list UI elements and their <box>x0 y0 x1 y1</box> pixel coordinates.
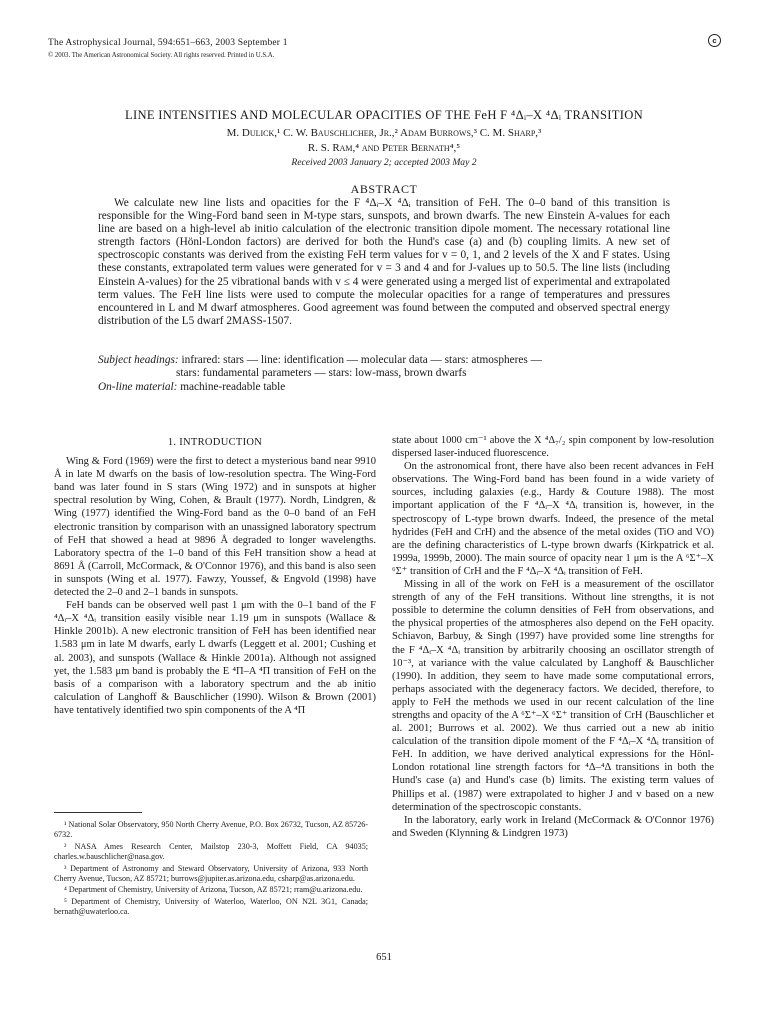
intro-paragraph-2: FeH bands can be observed well past 1 μm with the 0–1 band of the F ⁴Δᵢ–X ⁴Δᵢ transition easily visible near 1.19 μm in sunspots (Wallace & Hinkle 2001b). A new electronic transition of FeH has been identified near 1.583 μm in late M dwarfs, early L dwarfs (Leggett et al. 2001; Cushing et al. 2003), and sunspots (Wallace & Hinkle 2001a). Although not assigned yet, the 1.583 μm band is probably the E ⁴Π–A ⁴Π transition of FeH on the basis of a comparison with a laboratory spectrum and the ab initio calculation of Langhoff & Bauschlicher (1990). Wilson & Brown (2001) have tentatively identified two spin components of the A ⁴Π <box>54 600 376 716</box>
footnote-divider <box>54 812 142 813</box>
copyright-line: © 2003. The American Astronomical Society. All rights reserved. Printed in U.S.A. <box>48 52 275 59</box>
online-material <box>98 381 670 394</box>
subject-headings <box>98 354 670 394</box>
online-text: machine-readable table <box>180 380 286 393</box>
section-heading-introduction: 1. INTRODUCTION <box>167 437 263 448</box>
right-column <box>392 434 714 840</box>
abstract-heading: ABSTRACT <box>350 182 418 196</box>
footnote-3: ³ Department of Astronomy and Steward Observatory, University of Arizona, 933 North Cherry Avenue, Tucson, AZ 85721; burrows@jupiter.as.arizona.edu, csharp@as.arizona.edu. <box>54 863 368 884</box>
subject-text-1: infrared: stars — line: identification — molecular data — stars: atmospheres — <box>181 354 542 366</box>
author-line-2: R. S. Ram,⁴ and Peter Bernath⁴,⁵ <box>307 142 461 154</box>
page-number: 651 <box>376 952 392 963</box>
right-paragraph-2: Missing in all of the work on FeH is a measurement of the oscillator strength of any of the FeH transitions. Without line strengths, it is not possible to determine the column densities of FeH from observations, and the physical properties of the atmospheres also depend on the FeH opacity. Schiavon, Barbuy, & Singh (1997) have provided some line strengths for the F ⁴Δᵢ–X ⁴Δᵢ transition by arbitrarily choosing an oscillator strength of 10⁻³, at variance with the value calculated by Langhoff & Bauschlicher (1990). In addition, they seem to have made some computational errors, perhaps associated with the degeneracy factors. We decided, therefore, to apply to FeH the methods we used in our recent calculation of the line strengths and opacity of the A ⁶Σ⁺–X ⁶Σ⁺ transition of CrH (Bauschlicher et al. 2001; Burrows et al. 2002). We thus carried out a new ab initio calculation of the transition dipole moment of the F ⁴Δᵢ–X ⁴Δᵢ transition of FeH. In addition, we have derived analytical expressions for the Hönl-London rotational line strength factors for ⁴Δ–⁴Δ transitions in both the Hund's case (a) and Hund's case (b) limits. The existing term values of Phillips et al. (1987) were extrapolated to higher J and v based on a new determination of the spectroscopic constants. <box>392 579 714 813</box>
right-paragraph-3: In the laboratory, early work in Ireland (McCormack & O'Connor 1976) and Sweden (Klynning & Lindgren 1973) <box>392 814 714 839</box>
footnote-1: ¹ National Solar Observatory, 950 North Cherry Avenue, P.O. Box 26732, Tucson, AZ 85726-6732. <box>54 820 368 840</box>
subject-line-1 <box>98 354 670 367</box>
received-date: Received 2003 January 2; accepted 2003 May 2 <box>291 157 477 168</box>
right-paragraph-0: state about 1000 cm⁻¹ above the X ⁴Δ₇/₂ spin component by low-resolution dispersed laser-induced fluorescence. <box>392 435 714 460</box>
left-column <box>54 436 376 717</box>
footnote-4: ⁴ Department of Chemistry, University of Arizona, Tucson, AZ 85721; rram@u.arizona.edu. <box>64 885 363 895</box>
right-paragraph-1: On the astronomical front, there have also been recent advances in FeH observations. The Wing-Ford band has been found in a wide variety of sources, including galaxies (e.g., Hardy & Couture 1988). The most important application of the F ⁴Δᵢ–X ⁴Δᵢ transition is, however, in the spectroscopy of L-type brown dwarfs. Indeed, the presence of the metal hydrides (FeH and CrH) and the absence of the metal oxides (TiO and VO) are the defining characteristics of L-type brown dwarfs (Kirkpatrick et al. 1999a, 1999b, 2000). The main source of opacity near 1 μm is the A ⁶Σ⁺–X ⁶Σ⁺ transition of CrH and the F ⁴Δᵢ–X ⁴Δᵢ transition of FeH. <box>392 461 714 577</box>
abstract-text: We calculate new line lists and opacities for the F ⁴Δᵢ–X ⁴Δᵢ transition of FeH. The 0–0 band of this transition is responsible for the Wing-Ford band seen in M-type stars, sunspots, and brown dwarfs. The new Einstein A-values for each line are based on a high-level ab initio calculation of the electronic transition dipole moment. The necessary rotational line strength factors (Hönl-London factors) are derived for both the Hund's case (a) and (b) coupling limits. A new set of spectroscopic constants was derived from the existing FeH term values for v = 0, 1, and 2 levels of the X and F states. Using these constants, extrapolated term values were generated for v = 3 and 4 and for J-values up to 50.5. The line lists (including Einstein A-values) for the 25 vibrational bands with v ≤ 4 were generated using a merged list of experimental and extrapolated term values. The FeH line lists were used to compute the molecular opacities for a range of temperatures and pressures encountered in L and M dwarf atmospheres. Good agreement was found between the computed and observed spectral energy distribution of the L5 dwarf 2MASS-1507. <box>98 197 670 327</box>
copyright-icon: c <box>708 34 721 47</box>
journal-citation: The Astrophysical Journal, 594:651–663, 2003 September 1 <box>48 38 288 48</box>
footnotes <box>54 820 368 919</box>
paper-title: LINE INTENSITIES AND MOLECULAR OPACITIES OF THE FeH F ⁴Δᵢ–X ⁴Δᵢ TRANSITION <box>124 108 644 122</box>
online-label: On-line material: <box>98 380 178 393</box>
abstract-body <box>98 197 670 328</box>
subject-line-2: stars: fundamental parameters — stars: low-mass, brown dwarfs <box>176 367 467 380</box>
subject-label: Subject headings: <box>98 354 179 366</box>
footnote-2: ² NASA Ames Research Center, Mailstop 230-3, Moffett Field, CA 94035; charles.w.bauschlicher@nasa.gov. <box>54 841 368 862</box>
intro-paragraph-1: Wing & Ford (1969) were the first to detect a mysterious band near 9910 Å in late M dwarfs on the basis of low-resolution spectra. The Wing-Ford band was later found in S stars (Wing 1972) and in sunspots at higher spectral resolution by Wing, Cohen, & Brault (1977). Nordh, Lindgren, & Wing (1977) identified the Wing-Ford band as the 0–0 band of an FeH electronic transition by comparison with an unassigned laboratory spectrum of FeH that showed a head at 9896 Å degraded to longer wavelengths. Laboratory spectra of the 1–0 band of this FeH transition show a head at 8691 Å (Carroll, McCormack, & O'Connor 1976), and this band is also seen in sunspots (Wing et al. 1977). Fawzy, Youssef, & Engvold (1998) have detected the 2–0 and 2–1 bands in sunspots. <box>54 456 376 599</box>
footnote-5: ⁵ Department of Chemistry, University of Waterloo, Waterloo, ON N2L 3G1, Canada; bernath@uwaterloo.ca. <box>54 896 368 917</box>
author-line-1: M. Dulick,¹ C. W. Bauschlicher, Jr.,² Adam Burrows,³ C. M. Sharp,³ <box>226 127 542 139</box>
